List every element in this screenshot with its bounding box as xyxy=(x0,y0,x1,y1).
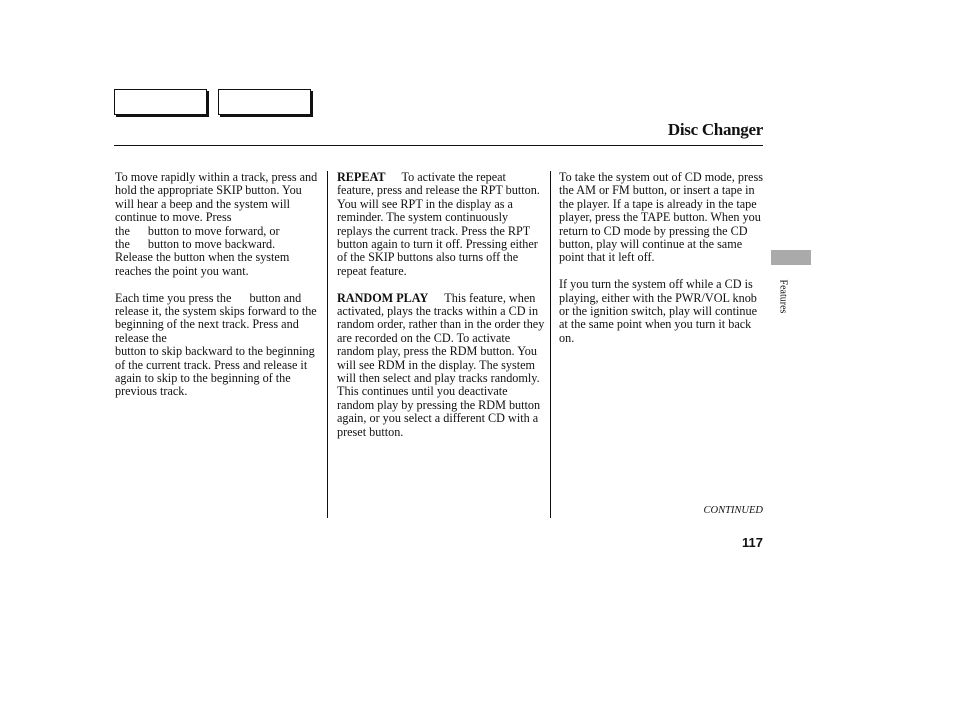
repeat-heading: REPEAT xyxy=(337,170,386,184)
random-play-paragraph xyxy=(337,292,545,439)
middle-column xyxy=(337,171,545,453)
backward-post-text: button to move backward. xyxy=(147,237,276,252)
left-column xyxy=(115,171,323,412)
press-pre-text: Each time you press the xyxy=(115,290,232,305)
repeat-text: To activate the repeat feature, press and release the RPT button. You will see RPT in the display as a reminder. The system continuously replays the current track. Press the RPT button again to turn it off. Pressing either of the SKIP buttons also turns off the repeat feature. xyxy=(337,170,540,278)
column-divider xyxy=(550,171,551,518)
continued-label: CONTINUED xyxy=(703,505,763,516)
next-page-button[interactable] xyxy=(218,89,311,115)
page-title: Disc Changer xyxy=(667,120,763,139)
random-play-text: This feature, when activated, plays the tracks within a CD in random order, rather than in the order they are recorded on the CD. To activate random play, press the RDM button. You will see RDM in the display. The system will then select and play tracks randomly. This continues until you deactivate random play by pressing the RDM button again, or you select a different CD with a preset button. xyxy=(337,290,545,439)
section-label: Features xyxy=(777,279,789,314)
press-post-text: button and release it, the system skips forward to the beginning of the next track. Press and release the xyxy=(115,290,317,345)
random-play-heading: RANDOM PLAY xyxy=(337,290,429,305)
section-tab xyxy=(771,250,811,265)
backward-pre-text: the xyxy=(115,237,130,252)
forward-post-text: button to move forward, or xyxy=(147,223,280,238)
skip-hold-paragraph xyxy=(115,171,323,278)
power-off-paragraph: If you turn the system off while a CD is playing, either with the PWR/VOL knob or the ignition switch, play will continue at the same point when you turn it back on. xyxy=(559,277,758,345)
skip-press-paragraph xyxy=(115,292,323,399)
forward-pre-text: the xyxy=(115,223,130,238)
page-number: 117 xyxy=(742,535,763,550)
release-text: Release the button when the system reaches the point you want. xyxy=(115,250,290,278)
right-column xyxy=(559,171,763,359)
press-tail-text: button to skip backward to the beginning of the current track. Press and release it again to skip to the beginning of the previous track. xyxy=(115,344,315,399)
previous-page-button[interactable] xyxy=(114,89,207,115)
exit-cd-mode-paragraph: To take the system out of CD mode, press the AM or FM button, or insert a tape in the player. If a tape is already in the tape player, press the TAPE button. When you return to CD mode by pressing the CD button, play will continue at the same point that it left off. xyxy=(559,170,763,265)
title-rule xyxy=(114,145,763,146)
column-divider xyxy=(327,171,328,518)
skip-hold-text: To move rapidly within a track, press and hold the appropriate SKIP button. You will hear a beep and the system will continue to move. Press xyxy=(115,170,318,225)
repeat-paragraph xyxy=(337,171,545,278)
